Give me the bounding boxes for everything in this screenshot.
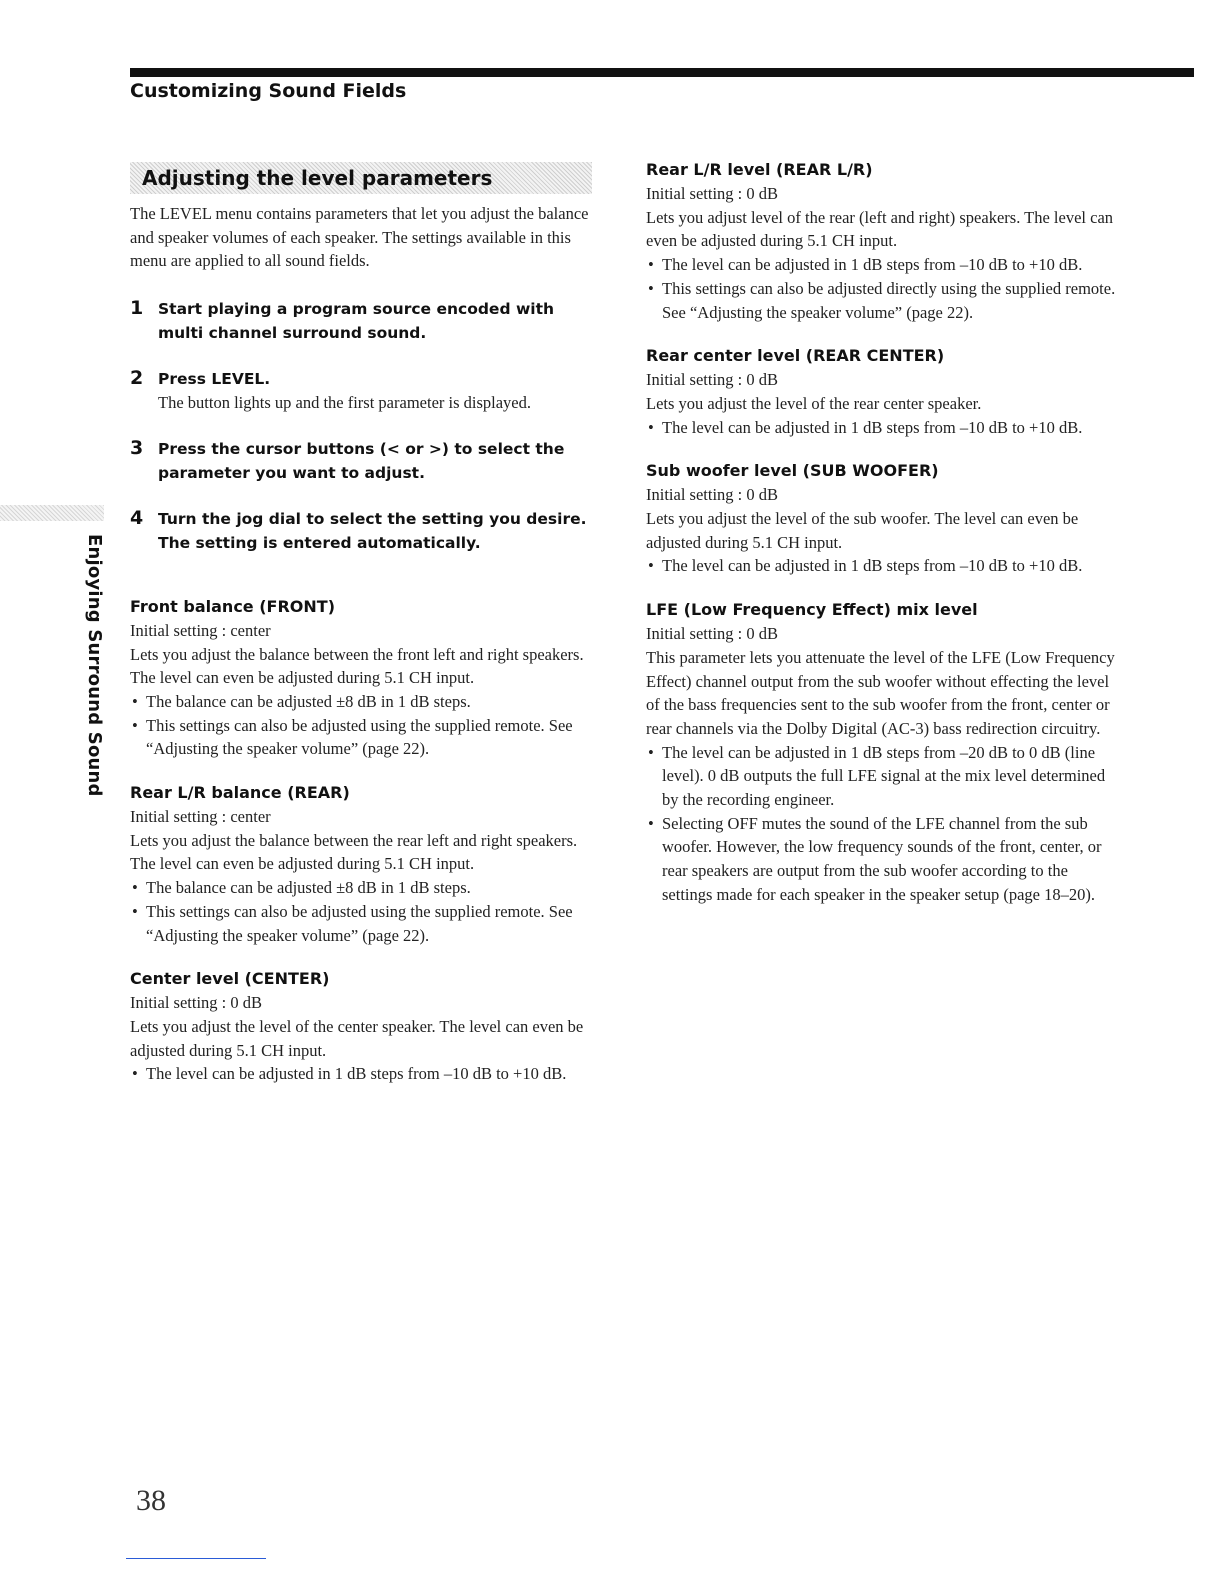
param-desc: Lets you adjust the level of the center speaker. The level can even be adjusted during 5.1 CH input. bbox=[130, 1016, 584, 1060]
step-item bbox=[130, 297, 600, 345]
param-rear-lr-level bbox=[646, 158, 1116, 324]
side-tab-marker bbox=[0, 505, 104, 521]
step-number: 3 bbox=[130, 436, 144, 459]
param-initial: Initial setting : 0 dB bbox=[646, 184, 778, 203]
param-title: Rear center level (REAR CENTER) bbox=[646, 346, 945, 366]
param-bullet: • The level can be adjusted in 1 dB steps from –10 dB to +10 dB. bbox=[646, 253, 1116, 277]
step-item bbox=[130, 507, 600, 555]
param-title: Rear L/R level (REAR L/R) bbox=[646, 160, 873, 179]
bottom-rule bbox=[126, 1558, 266, 1559]
param-desc: Lets you adjust the level of the sub woofer. The level can even be adjusted during 5.1 CH input. bbox=[646, 509, 1079, 552]
param-bullet: • Selecting OFF mutes the sound of the LFE channel from the sub woofer. However, the low frequency sounds of the front, center, or rear speakers are output from the sub woofer according to the settings made for each speaker in the speaker setup (page 18–20). bbox=[646, 812, 1116, 907]
step-text: Press LEVEL. bbox=[158, 370, 271, 389]
param-desc: Lets you adjust the balance between the rear left and right speakers. The level can even be adjusted during 5.1 CH input. bbox=[130, 830, 578, 874]
page-number: 38 bbox=[136, 1484, 166, 1517]
step-number: 2 bbox=[130, 367, 144, 390]
param-desc: Lets you adjust level of the rear (left and right) speakers. The level can even be adjusted during 5.1 CH input. bbox=[646, 207, 1114, 251]
param-front-balance bbox=[130, 595, 600, 761]
param-bullet: • The level can be adjusted in 1 dB steps from –10 dB to +10 dB. bbox=[646, 416, 1116, 440]
param-desc: This parameter lets you attenuate the level of the LFE (Low Frequency Effect) channel output from the sub woofer without effecting the level of the bass frequencies sent to the sub woofer from the front, center or rear channels via the Dolby Digital (AC-3) bass redirection circuitry. bbox=[646, 647, 1115, 738]
step-item bbox=[130, 437, 600, 485]
param-initial: Initial setting : center bbox=[130, 807, 271, 827]
param-title: Center level (CENTER) bbox=[130, 969, 330, 989]
step-number: 4 bbox=[130, 506, 144, 529]
param-bullet: • The level can be adjusted in 1 dB steps from –20 dB to 0 dB (line level). 0 dB outputs the full LFE signal at the mix level determined by the recording engineer. bbox=[646, 741, 1116, 812]
section-intro: The LEVEL menu contains parameters that let you adjust the balance and speaker volumes of each speaker. The settings available in this menu are applied to all sound fields. bbox=[130, 204, 589, 271]
param-sub-woofer-level bbox=[646, 459, 1116, 578]
step-text: Press the cursor buttons (< or >) to select the parameter you want to adjust. bbox=[158, 439, 565, 482]
param-bullet: • The balance can be adjusted ±8 dB in 1 dB steps. bbox=[130, 876, 600, 900]
step-item bbox=[130, 367, 600, 415]
param-initial: Initial setting : center bbox=[130, 620, 271, 640]
right-column bbox=[646, 158, 1116, 927]
step-text: Start playing a program source encoded with multi channel surround sound. bbox=[158, 300, 555, 343]
section-header bbox=[130, 162, 592, 194]
left-column bbox=[130, 158, 600, 1106]
step-number: 1 bbox=[130, 297, 144, 320]
param-initial: Initial setting : 0 dB bbox=[646, 370, 778, 390]
param-title: Sub woofer level (SUB WOOFER) bbox=[646, 461, 939, 481]
step-text: Turn the jog dial to select the setting you desire. The setting is entered automatically. bbox=[158, 509, 587, 552]
param-desc: Lets you adjust the balance between the front left and right speakers. The level can even be adjusted during 5.1 CH input. bbox=[130, 644, 584, 688]
param-initial: Initial setting : 0 dB bbox=[646, 485, 778, 505]
chapter-title: Customizing Sound Fields bbox=[130, 80, 407, 102]
param-initial: Initial setting : 0 dB bbox=[646, 624, 778, 644]
section-title: Adjusting the level parameters bbox=[142, 166, 493, 190]
param-bullet: • The level can be adjusted in 1 dB steps from –10 dB to +10 dB. bbox=[646, 554, 1116, 578]
param-bullet: • This settings can also be adjusted using the supplied remote. See “Adjusting the speaker volume” (page 22). bbox=[130, 900, 600, 947]
param-title: Front balance (FRONT) bbox=[130, 596, 336, 616]
top-rule bbox=[130, 68, 1194, 77]
param-desc: Lets you adjust the level of the rear center speaker. bbox=[646, 393, 982, 413]
param-bullet: • The balance can be adjusted ±8 dB in 1 dB steps. bbox=[130, 690, 600, 714]
param-rear-center-level bbox=[646, 344, 1116, 439]
param-title: Rear L/R balance (REAR) bbox=[130, 783, 350, 803]
step-detail: The button lights up and the first parameter is displayed. bbox=[158, 393, 531, 413]
param-lfe-mix-level bbox=[646, 598, 1116, 906]
param-title: LFE (Low Frequency Effect) mix level bbox=[646, 600, 978, 620]
param-bullet: • The level can be adjusted in 1 dB steps from –10 dB to +10 dB. bbox=[130, 1062, 600, 1086]
param-rear-balance bbox=[130, 781, 600, 947]
param-initial: Initial setting : 0 dB bbox=[130, 993, 262, 1013]
param-center-level bbox=[130, 967, 600, 1086]
param-bullet: • This settings can also be adjusted directly using the supplied remote. See “Adjusting the speaker volume” (page 22). bbox=[646, 277, 1116, 324]
param-bullet: • This settings can also be adjusted using the supplied remote. See “Adjusting the speaker volume” (page 22). bbox=[130, 714, 600, 761]
steps-list bbox=[130, 297, 600, 555]
side-tab-label: Enjoying Surround Sound bbox=[84, 534, 105, 797]
